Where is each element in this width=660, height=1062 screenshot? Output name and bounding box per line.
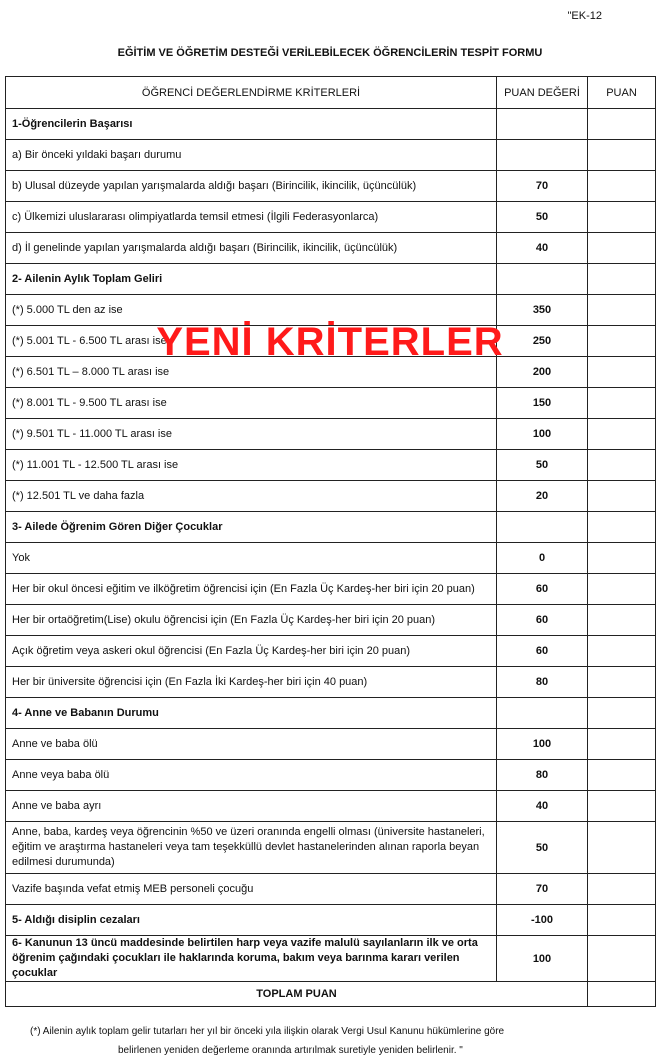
- criteria-cell: 2- Ailenin Aylık Toplam Geliri: [6, 264, 497, 295]
- total-score-cell: [588, 982, 656, 1007]
- score-cell: [588, 295, 656, 326]
- criteria-cell: Vazife başında vefat etmiş MEB personeli çocuğu: [6, 874, 497, 905]
- criteria-cell: Anne ve baba ölü: [6, 729, 497, 760]
- footnote: [30, 1022, 650, 1060]
- section-row: [6, 936, 656, 982]
- score-cell: [588, 874, 656, 905]
- criteria-row: [6, 388, 656, 419]
- score-cell: [588, 605, 656, 636]
- score-cell: [588, 822, 656, 874]
- point-value-cell: 50: [497, 450, 588, 481]
- section-row: [6, 698, 656, 729]
- point-value-cell: 80: [497, 760, 588, 791]
- criteria-cell: 6- Kanunun 13 üncü maddesinde belirtilen harp veya vazife malulü sayılanların ilk ve orta öğrenim çağındaki çocukları ile haklarında koruma, bakım veya barınma kararı verilen çocuklar: [6, 936, 497, 982]
- point-value-cell: 200: [497, 357, 588, 388]
- point-value-cell: [497, 698, 588, 729]
- table-header-row: [6, 77, 656, 109]
- point-value-cell: 50: [497, 202, 588, 233]
- score-cell: [588, 481, 656, 512]
- score-cell: [588, 450, 656, 481]
- criteria-row: [6, 791, 656, 822]
- score-cell: [588, 388, 656, 419]
- criteria-row: [6, 171, 656, 202]
- criteria-row: [6, 326, 656, 357]
- criteria-row: [6, 822, 656, 874]
- table-body: [6, 109, 656, 982]
- criteria-cell: d) İl genelinde yapılan yarışmalarda aldığı başarı (Birincilik, ikincilik, üçüncülük): [6, 233, 497, 264]
- score-cell: [588, 543, 656, 574]
- score-cell: [588, 140, 656, 171]
- score-cell: [588, 171, 656, 202]
- criteria-cell: c) Ülkemizi uluslararası olimpiyatlarda temsil etmesi (İlgili Federasyonlarca): [6, 202, 497, 233]
- new-criteria-overlay: YENİ KRİTERLER: [156, 320, 504, 364]
- criteria-cell: Açık öğretim veya askeri okul öğrencisi (En Fazla Üç Kardeş-her biri için 20 puan): [6, 636, 497, 667]
- criteria-cell: a) Bir önceki yıldaki başarı durumu: [6, 140, 497, 171]
- criteria-row: [6, 667, 656, 698]
- point-value-cell: 70: [497, 171, 588, 202]
- point-value-cell: 60: [497, 574, 588, 605]
- header-criteria: ÖĞRENCİ DEĞERLENDİRME KRİTERLERİ: [6, 77, 497, 109]
- point-value-cell: 60: [497, 605, 588, 636]
- score-cell: [588, 667, 656, 698]
- criteria-cell: (*) 5.000 TL den az ise: [6, 295, 497, 326]
- criteria-cell: 3- Ailede Öğrenim Gören Diğer Çocuklar: [6, 512, 497, 543]
- criteria-cell: (*) 12.501 TL ve daha fazla: [6, 481, 497, 512]
- criteria-cell: 5- Aldığı disiplin cezaları: [6, 905, 497, 936]
- criteria-row: [6, 729, 656, 760]
- criteria-cell: (*) 11.001 TL - 12.500 TL arası ise: [6, 450, 497, 481]
- point-value-cell: 150: [497, 388, 588, 419]
- header-score: PUAN: [588, 77, 656, 109]
- criteria-row: [6, 574, 656, 605]
- criteria-cell: (*) 8.001 TL - 9.500 TL arası ise: [6, 388, 497, 419]
- criteria-row: [6, 202, 656, 233]
- criteria-cell: (*) 6.501 TL – 8.000 TL arası ise: [6, 357, 497, 388]
- footnote-line-1: (*) Ailenin aylık toplam gelir tutarları her yıl bir önceki yıla ilişkin olarak Vergi Usul Kanunu hükümlerine göre: [30, 1026, 505, 1037]
- point-value-cell: 100: [497, 936, 588, 982]
- point-value-cell: 250: [497, 326, 588, 357]
- criteria-row: [6, 295, 656, 326]
- criteria-cell: (*) 5.001 TL - 6.500 TL arası ise: [6, 326, 497, 357]
- section-row: [6, 109, 656, 140]
- criteria-cell: Her bir üniversite öğrencisi için (En Fazla İki Kardeş-her biri için 40 puan): [6, 667, 497, 698]
- score-cell: [588, 512, 656, 543]
- criteria-row: [6, 874, 656, 905]
- point-value-cell: 70: [497, 874, 588, 905]
- criteria-table: [5, 76, 656, 1007]
- score-cell: [588, 936, 656, 982]
- criteria-row: [6, 605, 656, 636]
- criteria-cell: b) Ulusal düzeyde yapılan yarışmalarda aldığı başarı (Birincilik, ikincilik, üçüncülük): [6, 171, 497, 202]
- criteria-row: [6, 760, 656, 791]
- criteria-row: [6, 636, 656, 667]
- score-cell: [588, 905, 656, 936]
- score-cell: [588, 791, 656, 822]
- score-cell: [588, 202, 656, 233]
- footnote-line-2: belirlenen yeniden değerleme oranında artırılmak suretiyle yeniden belirlenir. ": [118, 1045, 463, 1056]
- point-value-cell: 50: [497, 822, 588, 874]
- score-cell: [588, 357, 656, 388]
- criteria-cell: Her bir ortaöğretim(Lise) okulu öğrencisi için (En Fazla Üç Kardeş-her biri için 20 puan): [6, 605, 497, 636]
- section-row: [6, 512, 656, 543]
- criteria-row: [6, 357, 656, 388]
- criteria-row: [6, 140, 656, 171]
- point-value-cell: [497, 512, 588, 543]
- score-cell: [588, 729, 656, 760]
- score-cell: [588, 698, 656, 729]
- score-cell: [588, 760, 656, 791]
- section-row: [6, 264, 656, 295]
- point-value-cell: 0: [497, 543, 588, 574]
- score-cell: [588, 264, 656, 295]
- point-value-cell: 80: [497, 667, 588, 698]
- criteria-cell: Anne veya baba ölü: [6, 760, 497, 791]
- document-label: "EK-12: [567, 10, 602, 22]
- criteria-cell: Anne, baba, kardeş veya öğrencinin %50 ve üzeri oranında engelli olması (üniversite hastaneleri, eğitim ve araştırma hastaneleri veya tam teşekküllü devlet hastanelerinden alınan raporla beyan edilmesi durumunda): [6, 822, 497, 874]
- criteria-row: [6, 419, 656, 450]
- point-value-cell: 60: [497, 636, 588, 667]
- form-title: EĞİTİM VE ÖĞRETİM DESTEĞİ VERİLEBİLECEK ÖĞRENCİLERİN TESPİT FORMU: [117, 47, 543, 59]
- criteria-cell: 1-Öğrencilerin Başarısı: [6, 109, 497, 140]
- point-value-cell: [497, 109, 588, 140]
- criteria-cell: (*) 9.501 TL - 11.000 TL arası ise: [6, 419, 497, 450]
- criteria-row: [6, 450, 656, 481]
- criteria-cell: Anne ve baba ayrı: [6, 791, 497, 822]
- score-cell: [588, 574, 656, 605]
- criteria-row: [6, 481, 656, 512]
- point-value-cell: 100: [497, 419, 588, 450]
- total-label: TOPLAM PUAN: [6, 982, 588, 1007]
- criteria-cell: 4- Anne ve Babanın Durumu: [6, 698, 497, 729]
- score-cell: [588, 233, 656, 264]
- criteria-cell: Her bir okul öncesi eğitim ve ilköğretim öğrencisi için (En Fazla Üç Kardeş-her biri için 20 puan): [6, 574, 497, 605]
- criteria-cell: Yok: [6, 543, 497, 574]
- point-value-cell: 40: [497, 233, 588, 264]
- point-value-cell: 350: [497, 295, 588, 326]
- criteria-row: [6, 543, 656, 574]
- score-cell: [588, 326, 656, 357]
- score-cell: [588, 419, 656, 450]
- total-row: [6, 982, 656, 1007]
- score-cell: [588, 109, 656, 140]
- point-value-cell: 40: [497, 791, 588, 822]
- header-value: PUAN DEĞERİ: [497, 77, 588, 109]
- point-value-cell: [497, 264, 588, 295]
- score-cell: [588, 636, 656, 667]
- point-value-cell: [497, 140, 588, 171]
- point-value-cell: -100: [497, 905, 588, 936]
- point-value-cell: 100: [497, 729, 588, 760]
- criteria-row: [6, 233, 656, 264]
- point-value-cell: 20: [497, 481, 588, 512]
- section-row: [6, 905, 656, 936]
